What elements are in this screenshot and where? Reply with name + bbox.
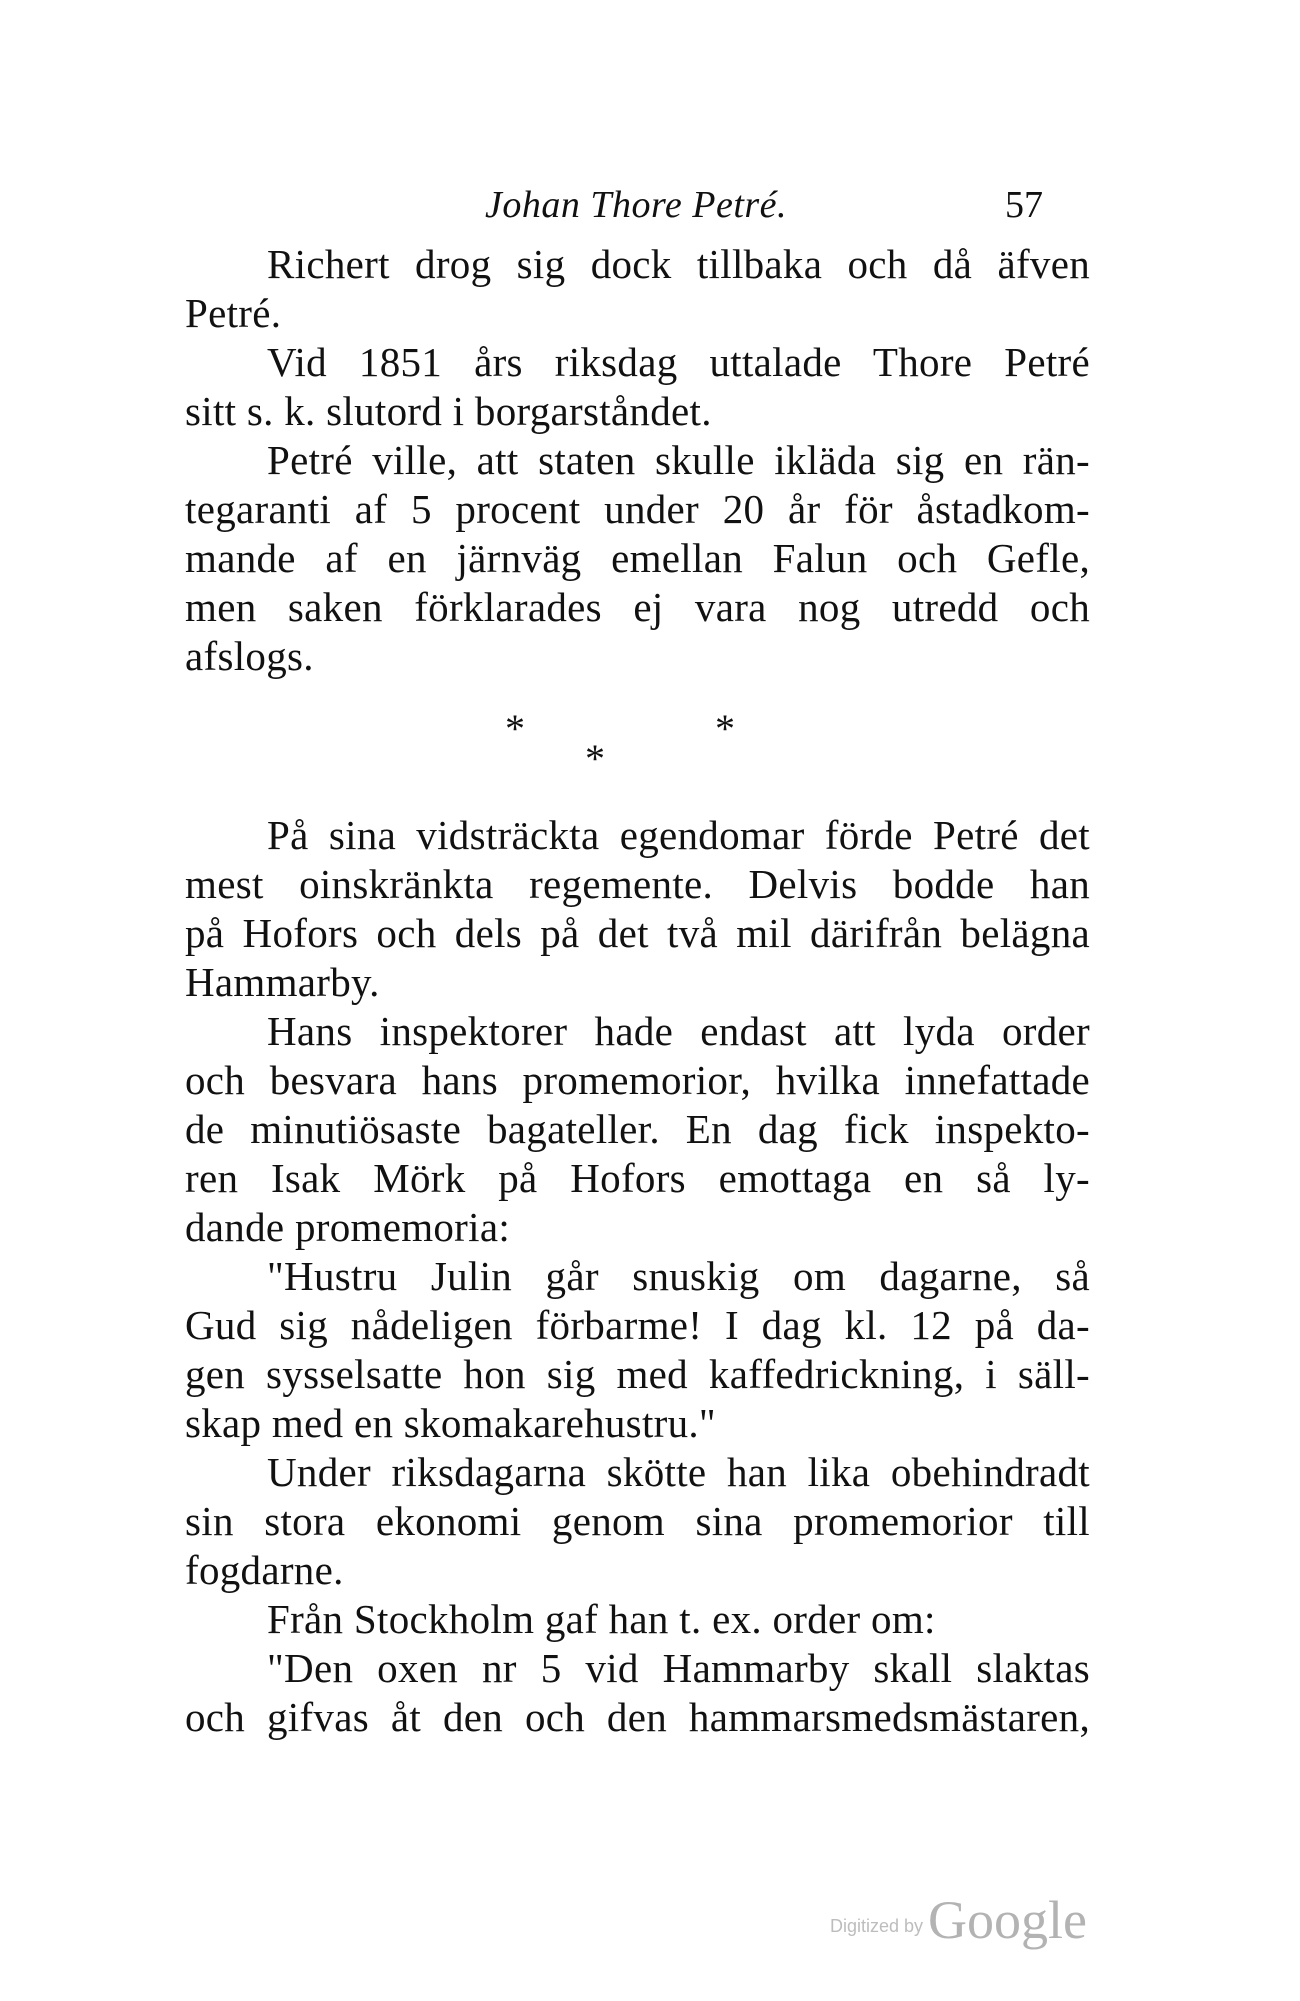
section-separator: [185, 681, 1090, 811]
text-line: tegaranti af 5 procent under 20 år för åstadkom-: [185, 486, 1090, 532]
text-line: fogdarne.: [185, 1547, 344, 1593]
asterism-star: *: [505, 706, 525, 751]
paragraph: [185, 1252, 1090, 1448]
paragraph: [185, 1448, 1090, 1595]
text-line: men saken förklarades ej vara nog utredd och: [185, 584, 1090, 630]
paragraph: [185, 338, 1090, 436]
text-line: ren Isak Mörk på Hofors emottaga en så ly-: [185, 1155, 1090, 1201]
text-line: och gifvas åt den och den hammarsmedsmästaren,: [185, 1694, 1090, 1740]
text-line: Hammarby.: [185, 959, 380, 1005]
digitization-watermark: [830, 1890, 1130, 1950]
text-line: "Den oxen nr 5 vid Hammarby skall slaktas: [267, 1645, 1090, 1691]
text-line: Gud sig nådeligen förbarme! I dag kl. 12 på da-: [185, 1302, 1090, 1348]
text-line: och besvara hans promemorior, hvilka innefattade: [185, 1057, 1090, 1103]
text-line: dande promemoria:: [185, 1204, 511, 1250]
watermark-prefix: Digitized by: [830, 1916, 924, 1936]
text-line: Från Stockholm gaf han t. ex. order om:: [267, 1596, 936, 1642]
text-line: sin stora ekonomi genom sina promemorior till: [185, 1498, 1090, 1544]
text-line: på Hofors och dels på det två mil därifrån belägna: [185, 910, 1090, 956]
paragraph: [185, 1595, 1090, 1644]
body-text: [185, 240, 1090, 1742]
text-line: Petré.: [185, 290, 282, 336]
running-title: Johan Thore Petré.: [485, 184, 788, 226]
text-line: Petré ville, att staten skulle ikläda sig en rän-: [267, 437, 1090, 483]
google-logo: Google: [928, 1890, 1087, 1950]
paragraph: [185, 240, 1090, 338]
text-line: de minutiösaste bagateller. En dag fick inspekto-: [185, 1106, 1090, 1152]
paragraph: [185, 1007, 1090, 1252]
asterism-star: *: [715, 706, 735, 751]
text-line: Richert drog sig dock tillbaka och då äfven: [267, 241, 1090, 287]
text-line: gen sysselsatte hon sig med kaffedrickning, i säll-: [185, 1351, 1090, 1397]
paragraph: [185, 811, 1090, 1007]
paragraph: [185, 1644, 1090, 1742]
text-line: På sina vidsträckta egendomar förde Petré det: [267, 812, 1090, 858]
text-line: Vid 1851 års riksdag uttalade Thore Petré: [267, 339, 1090, 385]
text-line: afslogs.: [185, 633, 314, 679]
text-line: mande af en järnväg emellan Falun och Gefle,: [185, 535, 1090, 581]
text-line: Under riksdagarna skötte han lika obehindradt: [267, 1449, 1090, 1495]
text-line: mest oinskränkta regemente. Delvis bodde han: [185, 861, 1090, 907]
text-line: Hans inspektorer hade endast att lyda order: [267, 1008, 1090, 1054]
page-number: 57: [1005, 184, 1043, 226]
text-line: sitt s. k. slutord i borgarståndet.: [185, 388, 712, 434]
text-line: skap med en skomakarehustru.": [185, 1400, 716, 1446]
paragraph: [185, 436, 1090, 681]
running-head: [0, 180, 1300, 240]
text-line: "Hustru Julin går snuskig om dagarne, så: [267, 1253, 1090, 1299]
asterism-star: *: [585, 736, 605, 781]
